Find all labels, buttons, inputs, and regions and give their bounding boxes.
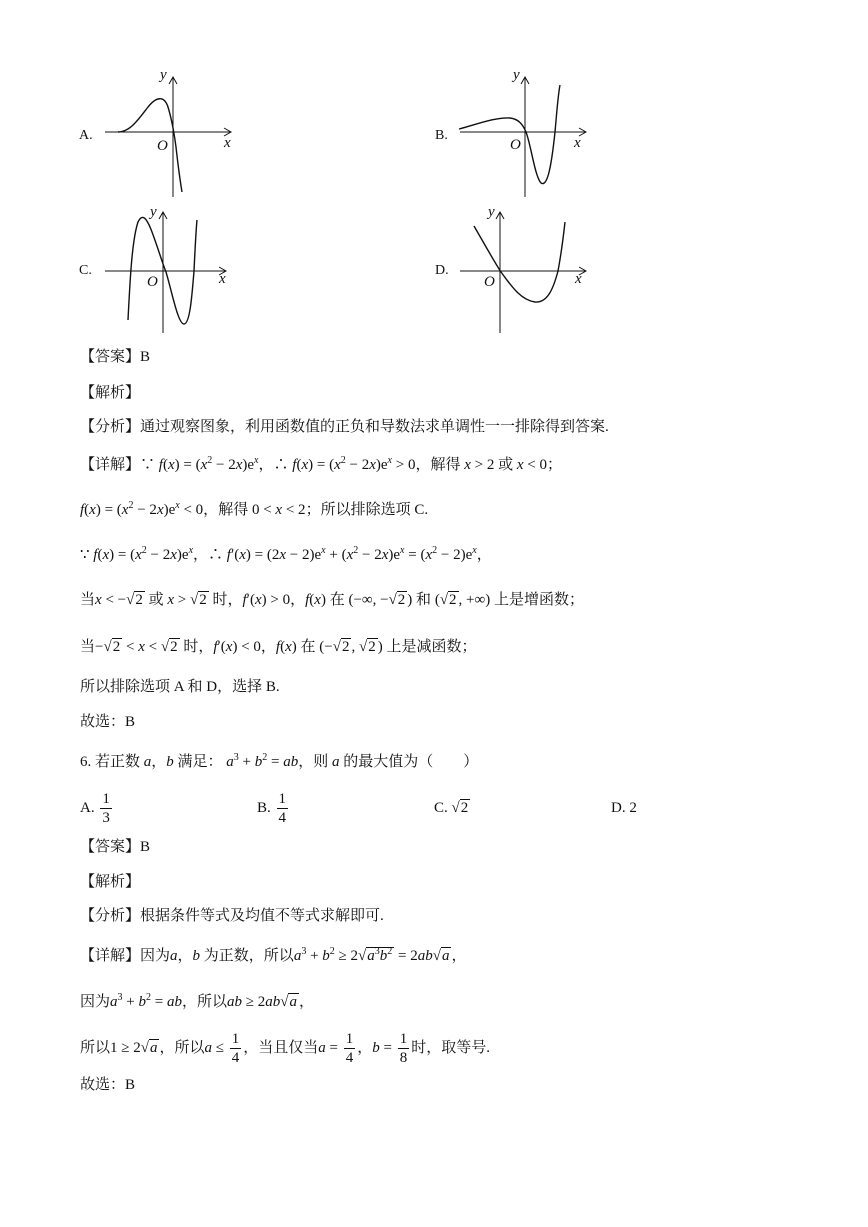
q6-option-b: B. $\frac{1}{4}$ <box>257 791 287 826</box>
q6-detail-line-1: 【详解】因为a，b 为正数，所以$a^3 + b^2 \ge 2√a^3b^2 = 2ab√a$ ， <box>80 946 467 964</box>
q5-choose: 故选：B <box>80 714 136 730</box>
origin-label: O <box>147 274 158 290</box>
function-graph <box>455 200 595 340</box>
q5-detail-line-6: 所以排除选项 A 和 D，选择 B. <box>80 679 280 695</box>
q6-stem: 6. 若正数 a，b 满足： $a^3 + b^2$ = ab，则 a 的最大值为（ ） <box>80 752 479 770</box>
axis-y-label: y <box>150 204 157 220</box>
q6-detail-line-3: 所以1 ≥ 2√a ，所以a ≤ $\frac{1}{4}$ ，当且仅当a = $\frac{1}{4}$ ，b = $\frac{1}{8}$ 时，取等号. <box>80 1031 490 1066</box>
axis-x-label: x <box>219 271 226 287</box>
axis-x-label: x <box>224 135 231 151</box>
option-label: B. <box>435 128 448 143</box>
function-graph <box>100 65 240 205</box>
q6-option-d: D. 2 <box>611 800 637 816</box>
q5-detail-line-5: 当−√2 < x < √2 时，f′(x) < 0，f(x) 在 (−√2 , √2 ) 上是减函数； <box>80 639 477 655</box>
q6-detail-line-2: 因为$a^3 + b^2$ = ab，所以ab ≥ 2ab√a ， <box>80 992 314 1010</box>
q6-analysis: 【分析】根据条件等式及均值不等式求解即可. <box>80 908 384 924</box>
origin-label: O <box>484 274 495 290</box>
q6-option-c: C. √2 <box>434 800 469 816</box>
origin-label: O <box>157 138 168 154</box>
function-graph <box>455 65 595 205</box>
origin-label: O <box>510 137 521 153</box>
q6-answer: 【答案】B <box>80 839 151 855</box>
q5-detail-line-4: 当x < −√2 或 x > √2 时，f′(x) > 0，f(x) 在 (−∞, −√2 ) 和 (√2 , +∞) 上是增函数； <box>80 592 584 608</box>
q5-detail-line-2: $f(x) = (x^2 - 2x)e^x < 0$，解得 0 < x < 2；所以排除选项 C. <box>80 500 429 518</box>
q5-analysis-title: 【解析】 <box>80 385 141 401</box>
axis-y-label: y <box>160 67 167 83</box>
function-graph <box>100 200 240 340</box>
curve <box>118 99 182 192</box>
q5-analysis: 【分析】通过观察图象，利用函数值的正负和导数法求单调性一一排除得到答案. <box>80 419 609 435</box>
curve <box>459 85 560 184</box>
axis-x-label: x <box>575 271 582 287</box>
curve <box>474 222 565 302</box>
detail-tag: 【详解】 <box>80 457 141 473</box>
option-label: C. <box>79 263 92 278</box>
option-label: A. <box>79 128 93 143</box>
q6-option-a: A. $\frac{1}{3}$ <box>80 791 110 826</box>
axis-y-label: y <box>488 204 495 220</box>
q5-answer: 【答案】B <box>80 349 151 365</box>
option-label: D. <box>435 263 449 278</box>
q5-detail-line-1: 【详解】∵ $f(x) = (x^2 - 2x)e^x$，∴ $f(x) = (x^2 - 2x)e^x > 0$，解得 x > 2 或 x < 0； <box>80 455 563 473</box>
q6-choose: 故选：B <box>80 1077 136 1093</box>
axis-x-label: x <box>574 135 581 151</box>
axis-y-label: y <box>513 67 520 83</box>
q6-analysis-title: 【解析】 <box>80 874 141 890</box>
q5-detail-line-3: ∵ $f(x) = (x^2 - 2x)e^x$，∴ $f'(x) = (2x - 2)e^x + (x^2 - 2x)e^x = (x^2 - 2)e^x$， <box>80 545 492 563</box>
